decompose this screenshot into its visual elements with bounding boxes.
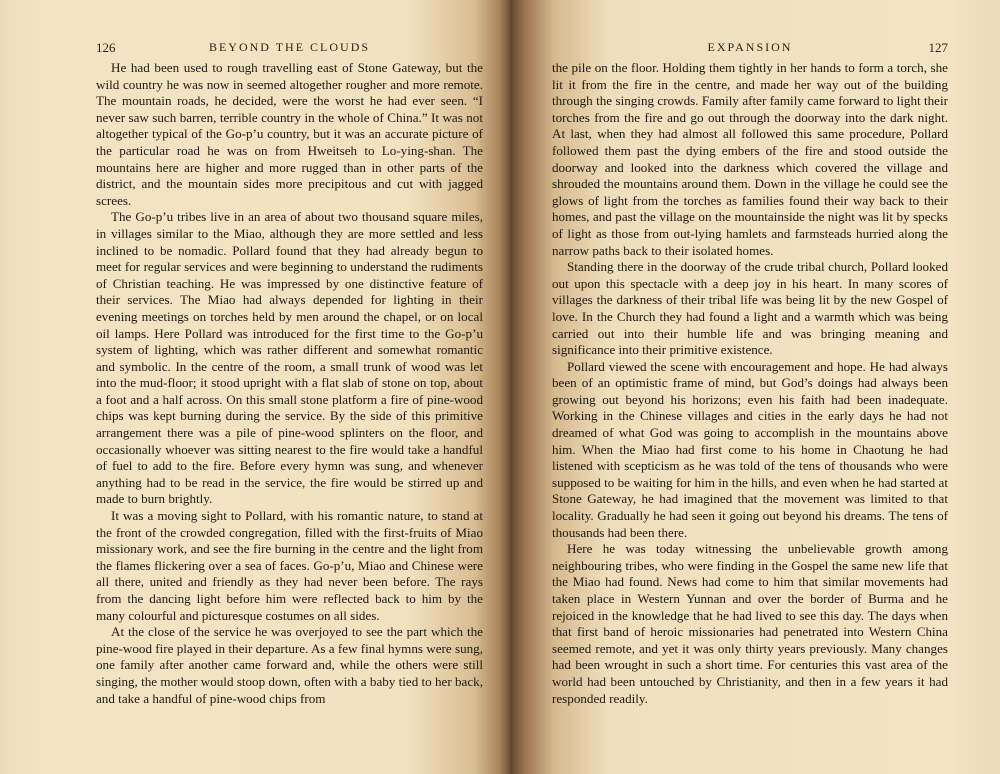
paragraph: The Go-p’u tribes live in an area of about two thousand square miles, in villages similar to the Miao, although they are more settled and less inclined to be nomadic. Pollard found that they had already begun to meet for regular services and were beginning to understand the rudiments of Christian teaching. He was impressed by one distinctive feature of their services. The Miao had always depended for lighting in their evening meetings on torches held by men around the chapel, or on local oil lamps. Here Pollard was introduced for the first time to the Go-p’u system of lighting, which was rather different and somewhat romantic and symbolic. In the centre of the room, a small trunk of wood was let into the mud-floor; it stood upright with a flat slab of stone on top, about a foot and a half across. On this small stone platform a fire of pine-wood chips was kept burning during the service. By the side of this primitive arrangement there was a pile of pine-wood splinters on the floor, and occasionally whoever was sitting nearest to the fire would take a handful of fuel to add to the fire. Before every hymn was sung, and whenever anything had to be read in the service, the fire would be stirred up and made to burn brightly. [96,209,483,507]
left-page-body [96,60,483,707]
left-page-header [96,40,483,58]
running-head: EXPANSION [707,40,793,54]
paragraph: Here he was today witnessing the unbelievable growth among neighbouring tribes, who were finding in the Gospel the same new life that the Miao had found. News had come to him that similar movements had taken place in Western Yunnan and over the border of Burma and he rejoiced in the knowledge that he had lived to see this day. The days when that first band of heroic missionaries had penetrated into Western China seemed remote, and yet it was only thirty years previously. Many changes had been wrought in such a short time. For centuries this vast area of the world had been untouched by Christianity, and then in a few years it had responded readily. [552,541,948,706]
right-page [510,0,1000,774]
page-number: 126 [96,40,116,55]
paragraph-continued: the pile on the floor. Holding them tightly in her hands to form a torch, she lit it from the fire in the centre, and made her way out of the building through the singing crowds. Family after family came forward to light their torches from the fire and go out through the doorway into the dark night. At last, when they had almost all followed this same procedure, Pollard followed them past the dying embers of the fire and stood outside the doorway and looked into the darkness which covered the village and shrouded the mountains around them. Down in the village he could see the glows of light from the torches as families found their way back to their homes, and past the village on the mountainside the night was lit by specks of light as those from out-lying hamlets and farmsteads hurried along the narrow paths back to their isolated homes. [552,60,948,258]
paragraph: At the close of the service he was overjoyed to see the part which the pine-wood fire played in their departure. As a few final hymns were sung, one family after another came forward and, while the others were still singing, the mother would stoop down, often with a baby tied to her back, and take a handful of pine-wood chips from [96,624,483,706]
paragraph: Pollard viewed the scene with encouragement and hope. He had always been of an optimistic frame of mind, but God’s doings had always been growing out beyond his horizons; even his faith had been inadequate. Working in the Chinese villages and cities in the early days he had not dreamed of what God was going to accomplish in the mountains above him. When the Miao had first come to his home in Chaotung he had listened with scepticism as he was told of the tens of thousands who were supposed to be waiting for him in the hills, and even when he had started at Stone Gateway, he had imagined that the movement was limited to that locality. Gradually he had seen it going out beyond his dreams. The tens of thousands had been there. [552,358,948,540]
paragraph: Standing there in the doorway of the crude tribal church, Pollard looked out upon this spectacle with a deep joy in his heart. In many scores of villages the darkness of their tribal life was being lit by the new Gospel of love. In the Church they had found a light and a warmth which was being carried out into their humble life and was bringing meaning and significance into their primitive existence. [552,259,948,358]
page-number: 127 [928,40,948,55]
running-head: BEYOND THE CLOUDS [208,40,371,54]
paragraph: He had been used to rough travelling east of Stone Gateway, but the wild country he was now in seemed altogether rougher and more remote. The mountain roads, he decided, were the worst he had ever seen. “I never saw such barren, terrible country in the whole of China.” It was not altogether typical of the Go-p’u country, but it was an accurate picture of the particular road he was on from Hweitseh to Lo-ying-shan. The mountains here are higher and more rugged than in other parts of the district, and the mountain sides more precipitous and cut with jagged screes. [96,60,483,208]
right-page-header [552,40,948,58]
paragraph: It was a moving sight to Pollard, with his romantic nature, to stand at the front of the crowded congregation, filled with the first-fruits of Miao missionary work, and see the fire burning in the centre and the light from the flames flickering over a sea of faces. Go-p’u, Miao and Chinese were all there, united and friendly as they had never been before. The rays from the dancing light before him were reflected back to him by the many colourful and picturesque costumes on all sides. [96,508,483,623]
right-page-body [552,60,948,707]
